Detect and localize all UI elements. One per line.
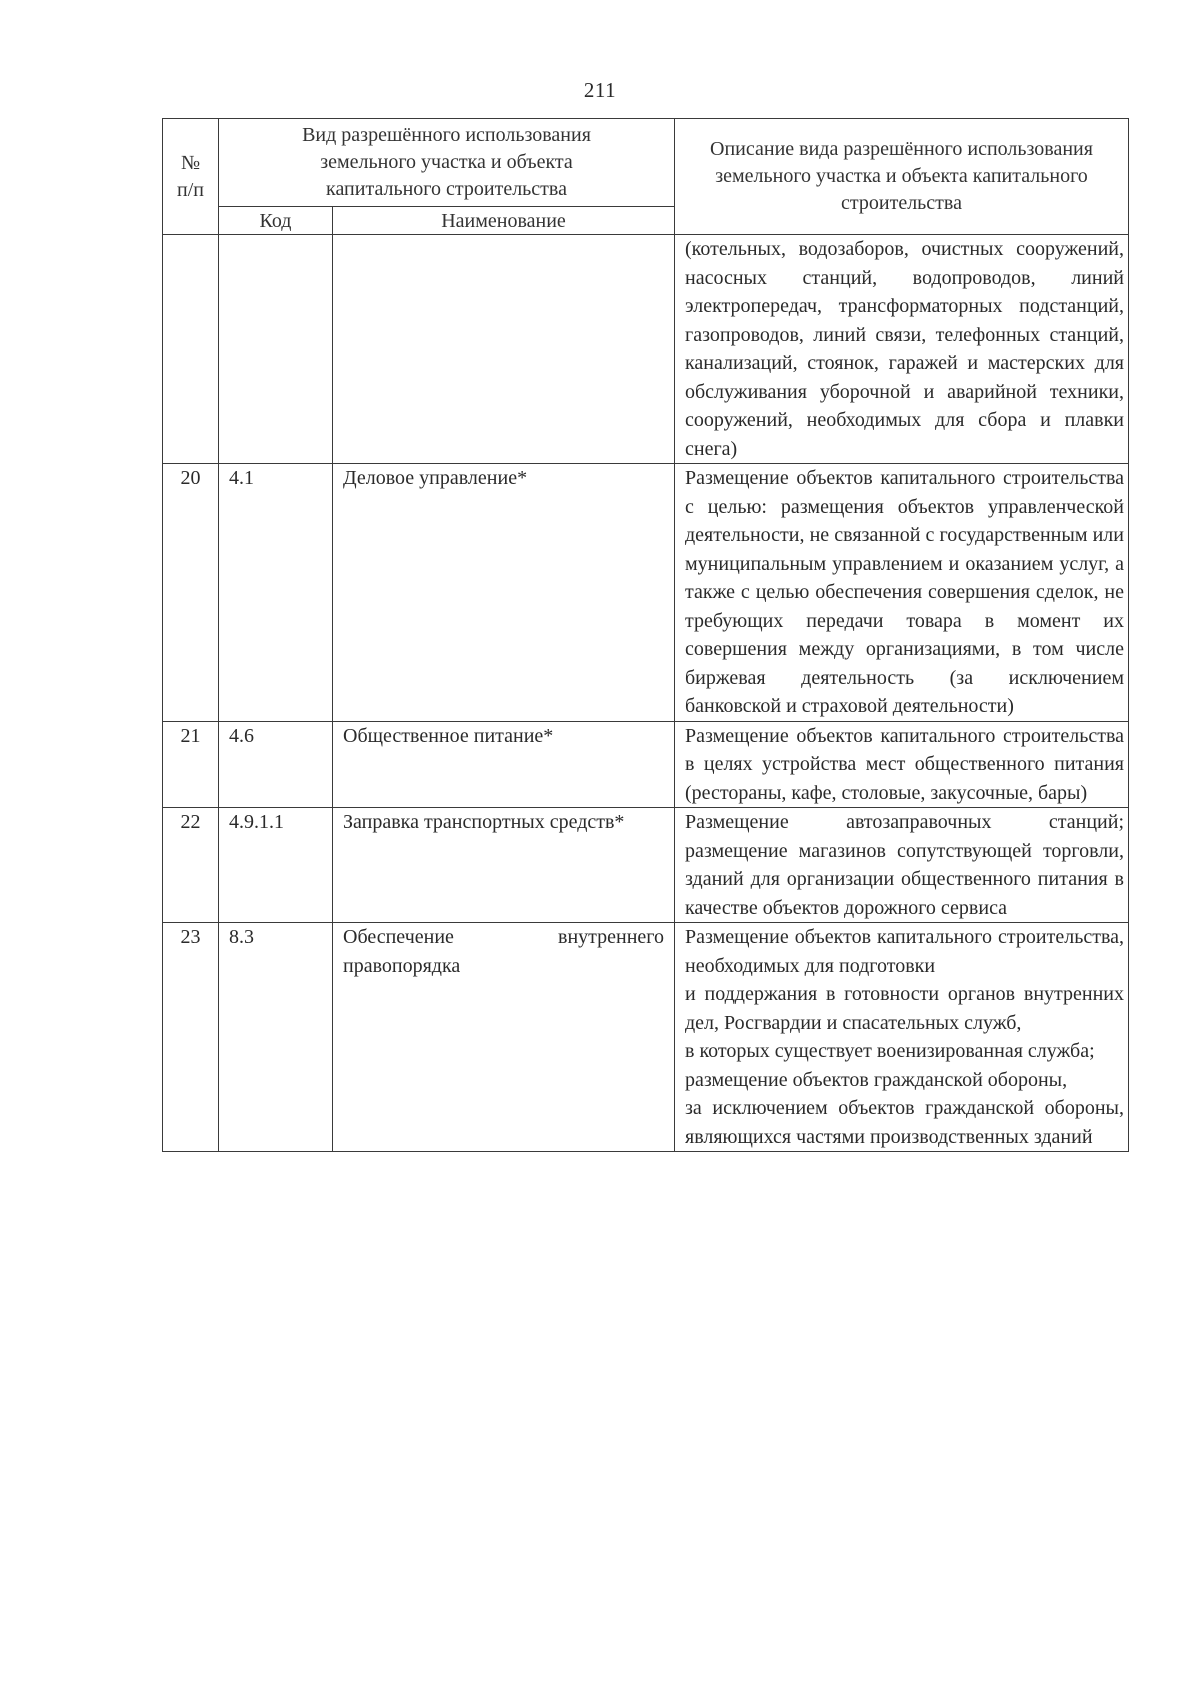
row-code: 8.3 [219,923,333,1152]
table-body [163,235,1129,1152]
description-paragraph: размещение объектов гражданской обороны, [685,1068,1068,1091]
row-description [675,235,1129,464]
row-code: 4.1 [219,464,333,722]
header-description: Описание вида разрешённого использования земельного участка и объекта капитального строительства [675,119,1129,235]
row-name [333,235,675,464]
description-paragraph: Размещение объектов капитального строительства, необходимых для подготовки [685,926,1124,977]
description-paragraph: Размещение объектов капитального строительства с целью: размещения объектов управленческой деятельности, не связанной с государственным или муниципальным управлением и оказанием услуг, а также с целью обеспечения совершения сделок, не требующих передачи товара в момент их совершения между организациями, в том числе биржевая деятельность (за исключением банковской и страховой деятельности) [685,467,1124,717]
row-code: 4.9.1.1 [219,808,333,923]
page-number: 211 [583,78,617,102]
description-paragraph: в которых существует военизированная служба; [685,1040,1095,1062]
table-row [163,721,1129,808]
row-name: Общественное питание* [333,721,675,808]
description-paragraph: Размещение объектов капитального строительства в целях устройства мест общественного питания (рестораны, кафе, столовые, закусочные, бары) [685,724,1124,804]
description-paragraph: (котельных, водозаборов, очистных сооружений, насосных станций, водопроводов, линий электропередач, трансформаторных подстанций, газопроводов, линий связи, телефонных станций, канализаций, стоянок, гаражей и мастерских для обслуживания уборочной и аварийной техники, сооружений, необходимых для сбора и плавки снега) [685,238,1124,460]
row-name: Заправка транспортных средств* [333,808,675,923]
description-paragraph: Размещение автозаправочных станций; размещение магазинов сопутствующей торговли, зданий для организации общественного питания в качестве объектов дорожного сервиса [685,811,1124,919]
row-number: 22 [163,808,219,923]
header-num: № п/п [163,119,219,235]
header-name: Наименование [333,207,675,235]
header-group: Вид разрешённого использования земельного участка и объекта капитального строительства [219,119,675,207]
row-description [675,808,1129,923]
table-row [163,464,1129,722]
row-number: 23 [163,923,219,1152]
header-code: Код [219,207,333,235]
row-description [675,464,1129,722]
description-paragraph: и поддержания в готовности органов внутренних дел, Росгвардии и спасательных служб, [685,983,1124,1034]
table-row [163,808,1129,923]
table-row [163,235,1129,464]
row-number [163,235,219,464]
row-description [675,721,1129,808]
row-name: Деловое управление* [333,464,675,722]
row-description [675,923,1129,1152]
row-code [219,235,333,464]
land-use-table [162,118,1129,1152]
row-name: Обеспечение внутреннего правопорядка [333,923,675,1152]
row-code: 4.6 [219,721,333,808]
table-row [163,923,1129,1152]
description-paragraph: за исключением объектов гражданской обороны, являющихся частями производственных зданий [685,1097,1124,1148]
row-number: 21 [163,721,219,808]
row-number: 20 [163,464,219,722]
table-header [163,119,1129,235]
